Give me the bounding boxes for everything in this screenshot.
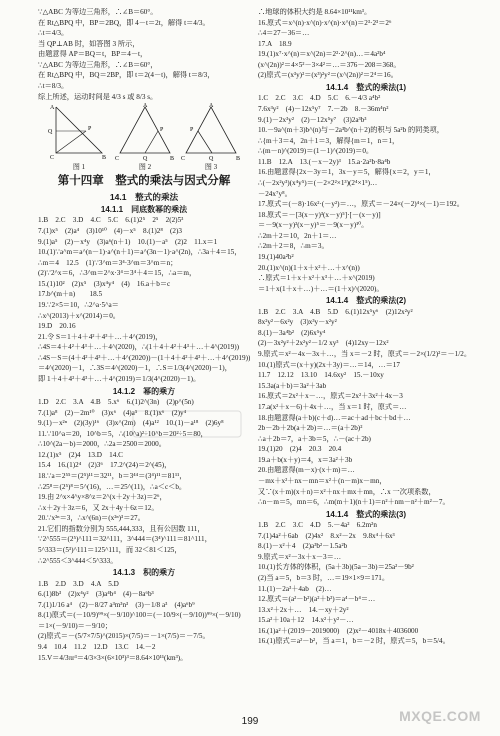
answer-line: 10.(1)∵a^m＝a^(n－1)·a^(n＋1)＝a^(3n－1)·a^(2n)，∴3a＋4＝15，: [38, 248, 242, 257]
answer-line: －24x⁷y⁸。: [258, 189, 292, 198]
answer-line: 1.C 2.C 3.C 4.D 5.C 6.－4/3 a⁴b²: [258, 94, 381, 103]
triangle-diagram-1: [46, 103, 112, 161]
answer-line: 19.(1)20 (2)4 20.3 20.4: [258, 445, 342, 454]
figure-3-label-p: P: [190, 127, 194, 134]
answer-line: 20.(1)x^(n)(1＋x＋x²＋…＋x^(n)): [258, 263, 360, 272]
answer-line: 7.(1)x⁵ (2)a⁴ (3)10¹⁰ (4)－x⁵ 8.(1)2⁸ (2)3: [38, 226, 183, 235]
subsection-answers-5: [258, 308, 474, 507]
answer-line: 17.a(x²＋x－6)＋4x＋…，当 x＝1 时，原式＝…: [258, 402, 407, 411]
answer-line: 19.∵2×5＝10，∴2^a·5^a＝: [38, 300, 119, 309]
answer-line: 13.x²＋2x＋… 14.－xy＋2y²: [258, 605, 349, 614]
page-number: 199: [241, 716, 259, 727]
figure-2: [112, 103, 178, 171]
subsection-answers-3: [38, 580, 250, 663]
subsection-title-6: 14.1.4 整式的乘法(3): [325, 509, 407, 519]
answer-line: 10.(1)原式＝(x＋y)(2x＋3y)＝…＝14，…＝17: [258, 360, 400, 369]
answer-line: 11.B 12.A 13.(－x－2y)³ 15.a·2a²b·8a⁴b: [258, 157, 391, 166]
answer-line: 17.b^(m＋n) 18.5: [38, 290, 103, 299]
answer-line: 15.a²＋10a＋12 14.x²＋y²－…: [258, 616, 354, 625]
answer-line: 16.原式＝2x²＋x－…，原式＝2x²＋3x²＋4x－3: [258, 392, 403, 401]
answer-line: 8.(1)原式＝(－10/9)⁹⁹×(－9/10)^100＝(－10/9×(－9/10))⁹⁹×(－9/10): [38, 611, 241, 620]
figure-1-label-b: B: [102, 155, 107, 162]
subsection-title-4: 14.1.4 整式的乘法(1): [325, 82, 407, 92]
answer-line: 10.(1)长方体的体积，(5a＋3b)(5a－3b)＝25a²－9b²: [258, 563, 414, 572]
answer-line: 16.原式＝x^(n)·x^(n)·x^(n)·x^(n)＝2³·2³＝2⁶: [258, 18, 392, 27]
figure-2-label-c: C: [115, 156, 120, 162]
answer-line: ∴(m－n)^(2019)＝(1－1)^(2019)＝0。: [258, 147, 374, 156]
answer-line: ∴t＝4/3。: [38, 29, 69, 38]
answer-line: 9.(1)a⁵ (2)－x⁴y (3)a⁶(n＋1) 10.(1)－a⁵ (2)2 11.x＝1: [38, 237, 218, 246]
answer-line: ∴25⁸＝(2⁵)⁸＝5^(16)，…＝25^(11)，∴a＜c＜b。: [38, 482, 187, 491]
answer-line: 17.原式＝(－8)·16x²·(－y²)＝…，原式＝－24×(－2)⁴×(－1)＝192。: [258, 200, 464, 209]
answer-line: 7.6x³y² (4)－12x⁵y⁷ 7.－2b 8.－36m⁴n²: [258, 104, 389, 113]
left-column: [38, 8, 250, 664]
triangle-diagram-3: [178, 103, 244, 161]
answer-line: (2)∵2^x＝6，∴3^m＝2^x·3⁴＝3⁴＋4＝15，∴a＝m，: [38, 269, 197, 278]
answer-line: ＝1×(－9/10)＝－9/10；: [38, 621, 112, 630]
answer-line: 8.(1)－3a⁴b² (2)6x⁵y⁴: [258, 328, 326, 337]
answer-line: 1.B 2.C 3.D 4.C 5.C 6.(1)2⁵ 2⁵ 2(2)5³: [38, 216, 184, 225]
figure-1-label-a: A: [50, 105, 55, 112]
answer-line: (2)原式＝(x³y)²＝(x³)²y²＝(x^(2n))²＝2⁴＝16。: [258, 71, 398, 80]
answer-line: 18.∵a＝2⁵⁵＝(2⁵)¹¹＝32¹¹，b＝3⁴⁴＝(3⁴)¹¹＝81¹¹，: [38, 471, 187, 480]
subsection-title-1: 14.1.1 同底数幂的乘法: [100, 204, 188, 214]
figure-1-caption: 图 1: [72, 162, 86, 171]
answer-line: 11.(1)－2a³＋4ab (2)…: [258, 584, 332, 593]
answer-line: 8.(1)－x²＋4 (2)a³b²－1.5a²b: [258, 542, 348, 551]
answer-line: 即 1＋4＋4²＋4³＋…＋4^(2019)＝1/3(4^(2020)－1)。: [38, 375, 201, 384]
answer-line: ∴2m＋2＝10，2n＋1＝…: [258, 231, 337, 240]
answer-line: 16.由题意得{2x－3y＝1，3x－y＝5，解得{x＝2，y＝1，: [258, 168, 436, 177]
answer-line: 1.B 2.C 3.C 4.D 5.－4a² 6.2m²n: [258, 521, 377, 530]
figure-row: [38, 103, 250, 171]
answer-line: 9.(1)－x²ⁿ (2)(3y)¹⁶ (3)x^(2m) (4)a¹² 10.(1)－a¹⁸ (2)6y⁸: [38, 419, 224, 428]
subsection-answers-6: [258, 521, 474, 646]
answer-line: 1.D 2.C 3.A 4.B 5.x⁶ 6.(1)2^(3n) (2)p^(5n): [38, 397, 194, 406]
answer-line: 5^333＝(5³)^111＝125^111，而 32＜81＜125，: [38, 546, 182, 555]
answer-line: 20.由题意得(m－x)·(x＋m)＝…: [258, 466, 355, 475]
answer-line: 6.(1)8b³ (2)x⁴y² (3)a⁴b⁴ (4)－8a⁶b³: [38, 590, 154, 599]
answer-line: 19.a＋b(x＋y)＝4，x＝3a²＋3b: [258, 455, 353, 464]
answer-line: ∴t＝8/3。: [38, 82, 69, 91]
subsection-title-5: 14.1.4 整式的乘法(2): [325, 296, 407, 306]
answer-line: 18.原式＝－[3(x－y)³(x－y)⁵]·[－(x－y)]: [258, 210, 381, 219]
answer-line: 19.(1)x⁷·x^(n)＝x^(2n)＝2²·2^(n)…＝4a²b⁴: [258, 50, 386, 59]
answer-line: 21.它们的指数分别为 555,444,333，且有公因数 111，: [38, 524, 205, 533]
answer-line: －mx＋x²＋nx－mn＝x²＋(n－m)x－mn，: [258, 476, 387, 485]
answer-line: ∴{m＋3＝4，2n＋1＝3，解得{m＝1，n＝1，: [258, 136, 400, 145]
left-top-solution: [38, 8, 250, 101]
answer-line: ∴4S－S＝(4＋4²＋4³＋…＋4^(2020))－(1＋4＋4²＋4³＋…＋4^(2019)): [38, 353, 250, 362]
answer-line: ∴m＝4 12.5 (1)∵3^m＝3⁴·3^m＝3^m＝n；: [38, 258, 178, 267]
answer-line: 20.∵x²ⁿ＝3，∴x^(6n)＝(x²ⁿ)³＝27。: [38, 514, 145, 523]
answer-line: ∴x^(2013)＋x^(2014)＝0。: [38, 311, 120, 320]
right-column: [258, 8, 474, 648]
answer-line: ∴10^(2a－b)＝2000，∴2a＝2500＝2000。: [38, 440, 166, 449]
section-title: 14.1 整式的乘法: [109, 191, 179, 202]
answer-line: ∴2^555＜3^444＜5^333。: [38, 556, 118, 565]
answer-line: ∴n－m＝5，mn＝6，∴m(m＋1)(n＋1)＝n²＋nm－n²＋m²－7。: [258, 498, 450, 507]
figure-3-caption: 图 3: [204, 162, 218, 171]
answer-line: 15.4 16.(1)2⁴ (2)3⁶ 17.2^(24)＝2^(45)，: [38, 461, 172, 470]
answer-line: 又∵(x＋m)(x＋n)＝x²＋nx＋mx＋mn，∴x 一次项系数，: [258, 487, 436, 496]
figure-1-label-p: P: [88, 126, 92, 133]
answer-line: 7.(1)1/16 a⁴ (2)－8/27 a³m³n³ (3)－1/8 a³ (4)a⁶b⁹: [38, 600, 195, 609]
answer-line: 15.(1)10² (2)x⁵ (3)x⁴y⁴ (4) 16.a＋b＝c: [38, 279, 171, 288]
answer-line: 17.A 18.9: [258, 39, 292, 48]
answer-line: 16.(1)a²＋(2019－2019000) (2)x²－4018x＋4036000: [258, 626, 419, 635]
answer-line: 12.原式＝(a²－b²)(a²＋b²)＝a⁴－b⁴＝…: [258, 595, 376, 604]
figure-2-caption: 图 2: [138, 162, 152, 171]
subsection-title-2: 14.1.2 幂的乘方: [112, 386, 176, 396]
figure-1-label-q: Q: [48, 129, 53, 136]
answer-line: 7.(1)4a²＋6ab (2)4x² 8.x²－2x 9.8x⁴＋6x³: [258, 531, 395, 540]
answer-line: 在 Rt△BPQ 中，BP＝2BQ，即 4－t＝2t，解得 t＝4/3。: [38, 18, 210, 27]
answer-line: (2)当 a＝5，b＝3 时，…＝19×1×9＝171。: [258, 573, 390, 582]
answer-line: 15.3a(a＋b)＝3a²＋3ab: [258, 381, 327, 390]
answer-line: ∵△ABC 为等边三角形，∴∠B＝60°，: [38, 60, 158, 69]
answer-line: 21.令 S＝1＋4＋4²＋4³＋…＋4^(2019)，: [38, 332, 163, 341]
figure-2-label-q: Q: [143, 156, 148, 162]
answer-line: ∴地球的体积大约是 8.64×10¹¹km³。: [258, 8, 372, 16]
answer-line: 12.(1)x⁵ (2)4 13.D 14.C: [38, 450, 123, 459]
answer-line: 16.(1)原式＝a²－b²，当 a＝1，b＝－2 时，原式＝5，b＝5/4。: [258, 637, 450, 646]
figure-3-label-b: B: [236, 156, 241, 162]
answer-line: ∴2m＋2＝8，∴m＝3。: [258, 242, 329, 251]
answer-line: 19.(1)40a²b²: [258, 253, 294, 262]
answer-line: 1.B 2.C 3.A 4.B 5.D 6.(1)12x⁵y⁶ (2)12x²y²: [258, 307, 413, 316]
answer-line: ＝4^(2020)－1，∴3S＝4^(2020)－1，∴S＝1/3(4^(2020)－1)，: [38, 364, 232, 373]
answer-line: ∴4＝27－36＝…: [258, 29, 310, 38]
answer-line: ∴x＋2y＋3z＝6，又 2x＋4y＋6z＝12。: [38, 503, 159, 512]
answer-line: ∴a＋2b＝7，a＋3b＝5，∴－(ac＋2b): [258, 434, 371, 443]
subsection-answers-1: [38, 216, 250, 383]
figure-1-label-c: C: [50, 155, 55, 162]
answer-line: 15.V＝4/3πr³＝4/3×3×(6×10³)³＝8.64×10¹¹(km³)。: [38, 653, 188, 662]
answer-line: 11.7 12.12 13.10 14.6xy² 15.－10xy: [258, 371, 384, 380]
subsection-title-3: 14.1.3 积的乘方: [112, 568, 176, 578]
answer-line: ＝－9(x－y)²(x－y)⁵＝－9(x－y)¹⁰。: [258, 221, 369, 230]
answer-line: (2)－3x²y²＋2x²y²－1/2 xy³ (4)12xy－12x²: [258, 339, 389, 348]
answer-line: 9.(1)－2x³y² (2)－12x⁵y⁷ (3)2a³b³: [258, 115, 367, 124]
figure-2-label-p: P: [160, 127, 164, 134]
figure-3-label-q: Q: [209, 156, 214, 162]
subsection-answers-4: [258, 94, 474, 293]
answer-line: 当 QP⊥AB 时，如答图 3 所示，: [38, 39, 140, 48]
answer-line: ＝1＋x(1＋x＋…)＋…＝(1＋x)^(2020)。: [258, 284, 384, 293]
answer-line: 1.B 2.D 3.D 4.A 5.D: [38, 579, 119, 588]
answer-line: 10.－9a^(m＋3)b^(n)与－2a³b^(n＋2)的积与 5a²b 的同类项，: [258, 126, 444, 135]
answer-line: 9.原式＝x²－4x－3x＋…，当 x＝－2 时，原式＝－2×(1/2)²＝－1/2。: [258, 350, 472, 359]
triangle-diagram-2: [112, 103, 178, 161]
answer-line: 2b－2b＋2b(a＋2b)＝…＝(a＋2b)²: [258, 424, 363, 433]
right-top-answers: [258, 8, 474, 80]
answer-line: 19.D 20.16: [38, 322, 76, 331]
answer-line: ∵△ABC 为等边三角形，∴∠B＝60°。: [38, 8, 158, 16]
watermark-text: MXQE.COM: [399, 708, 481, 724]
figure-3-label-a: A: [209, 103, 214, 110]
answer-line: ∴4S＝4＋4²＋4³＋…＋4^(2020)，∴(1＋4＋4²＋4³＋…＋4^(2019)): [38, 343, 239, 352]
answer-line: (2)原式＝－(5/7×7/5)^(2015)×(7/5)＝－1×(7/5)＝－7/5。: [38, 632, 210, 641]
answer-line: 7.(1)a⁸ (2)－2m¹⁰ (3)x⁶ (4)a⁵ 8.(1)x⁶ (2)y⁴: [38, 408, 187, 417]
answer-line: 9.4 10.4 11.2 12.D 13.C 14.－2: [38, 643, 156, 651]
answer-line: ∵2^555＝(2⁵)^111＝32^111，3^444＝(3⁴)^111＝81^111，: [38, 535, 212, 544]
answer-line: ∴原式＝1＋x＋x²＋x³＋…＋x^(2019): [258, 274, 375, 283]
figure-3: [178, 103, 244, 171]
chapter-title: 第十四章 整式的乘法与因式分解: [57, 175, 231, 188]
faint-stamp-mark: [132, 410, 242, 438]
answer-line: 11.∵10^a＝20，10^b＝5，∴(10^a)²÷10^b＝20²÷5＝80，: [38, 429, 208, 438]
answer-line: 由题意得 AP＝BQ＝t，BP＝4－t，: [38, 50, 148, 59]
figure-3-label-c: C: [181, 156, 186, 162]
answer-line: ∴(－2x²y³)(x⁴y⁵)＝(－2×2²×1³)(2⁴×1⁵)…: [258, 179, 378, 188]
answer-line: 在 Rt△BPQ 中，BQ＝2BP，即 t＝2(4－t)，解得 t＝8/3，: [38, 71, 215, 80]
figure-1: [46, 103, 112, 171]
answer-line: 8x²y²－6x²y (3)x³y－x²y²: [258, 318, 337, 327]
answer-line: 19.由 2^x×4^y×8^z＝2^(x＋2y＋3z)＝2⁶，: [38, 493, 167, 502]
answer-line: (x^(2n))²＝4×5²－3×4²＝…＝376－208＝368。: [258, 60, 401, 69]
figure-2-label-a: A: [143, 103, 148, 110]
answer-line: 综上所述，运动时间是 4/3 s 或 8/3 s。: [38, 92, 158, 101]
answer-line: 9.原式＝x²－3x＋x－3＝…: [258, 552, 342, 561]
figure-2-label-b: B: [170, 156, 175, 162]
answer-line: 18.由题意得(a＋b)(c＋d)…＝ac＋ad＋bc＋bd＋…: [258, 413, 411, 422]
watermark-logo: [398, 704, 482, 730]
